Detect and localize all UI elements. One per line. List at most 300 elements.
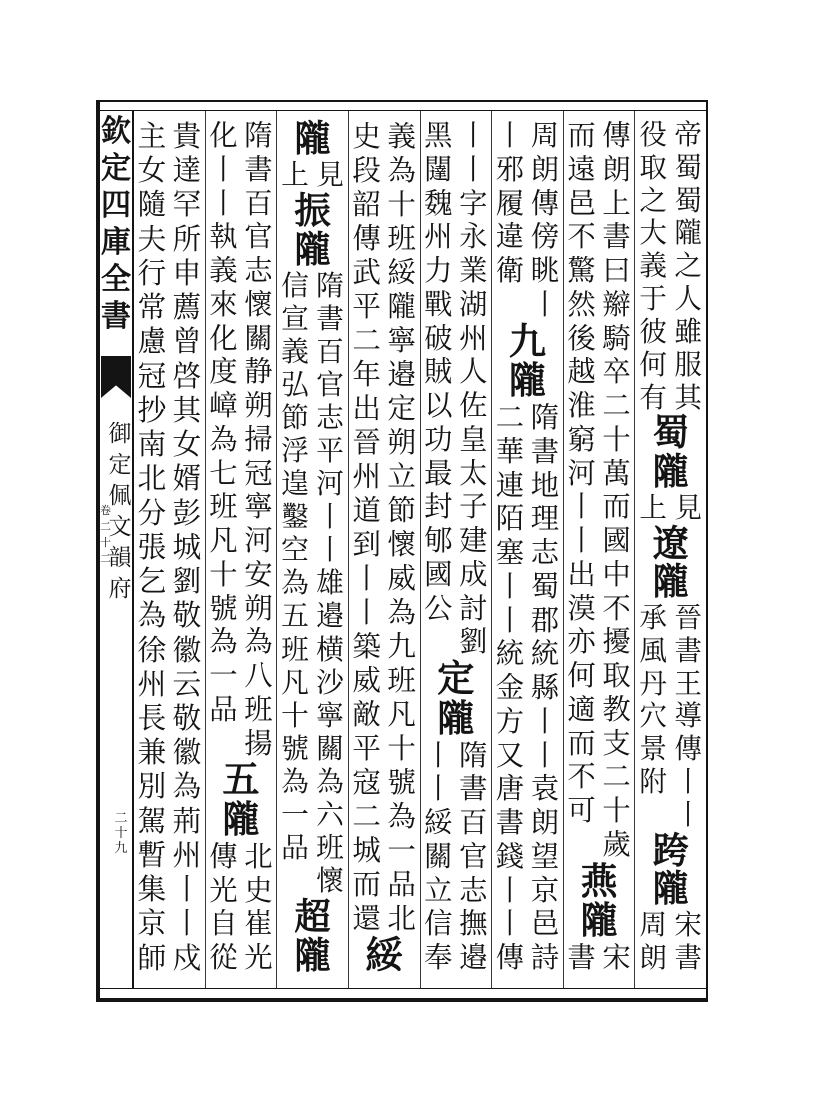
text-column-5 — [348, 111, 420, 988]
glyph: 段 — [352, 153, 381, 187]
glyph: 邉 — [387, 357, 416, 391]
glyph: 韶 — [352, 187, 381, 221]
glyph: 到 — [352, 527, 381, 561]
headword-text — [352, 935, 416, 975]
glyph: 國 — [602, 524, 631, 557]
glyph: 二 — [352, 799, 381, 833]
glyph: 蜀 — [530, 569, 560, 603]
glyph: 黑 — [424, 119, 453, 152]
glyph: 隴 — [674, 217, 702, 250]
glyph: 隴 — [580, 898, 618, 943]
glyph: 為 — [244, 625, 273, 659]
annotation-right-line — [457, 119, 489, 659]
headword-text — [281, 894, 345, 977]
glyph: 戍 — [172, 940, 202, 975]
glyph: 連 — [495, 468, 525, 502]
glyph: 武 — [352, 255, 381, 289]
glyph: 不 — [567, 760, 596, 794]
glyph: 威 — [352, 663, 381, 697]
glyph: 薦 — [172, 290, 202, 325]
glyph: 丨 — [567, 524, 596, 557]
glyph: 曰 — [602, 254, 631, 287]
glyph: 寇 — [352, 765, 381, 799]
text-column-4 — [420, 111, 492, 988]
glyph: 蜀 — [674, 184, 702, 217]
glyph: 金 — [495, 671, 525, 705]
glyph: 光 — [209, 873, 238, 907]
glyph: 敬 — [172, 700, 202, 735]
glyph: 懷 — [387, 527, 416, 561]
glyph: 彼 — [639, 315, 667, 348]
glyph: 大 — [639, 217, 667, 250]
glyph: 四 — [101, 188, 131, 223]
glyph: 築 — [352, 629, 381, 663]
annotation-left-line — [422, 739, 454, 975]
glyph: 一 — [281, 797, 309, 831]
glyph: 詩 — [530, 941, 560, 975]
headword-text — [209, 757, 273, 842]
glyph: 丨 — [530, 704, 560, 738]
glyph: 丨 — [495, 603, 525, 637]
glyph: 空 — [281, 533, 309, 567]
glyph: 隴 — [294, 933, 331, 977]
glyph: 年 — [352, 357, 381, 391]
glyph: 丨 — [172, 872, 202, 907]
text-area — [134, 111, 706, 988]
glyph: 承 — [639, 602, 667, 634]
glyph: 封 — [424, 490, 453, 524]
glyph: 書 — [674, 634, 702, 667]
glyph: 八 — [244, 659, 273, 692]
glyph: 討 — [459, 591, 488, 625]
glyph: 隴 — [294, 117, 331, 160]
glyph: 宋 — [602, 941, 631, 975]
glyph: 隴 — [387, 289, 416, 323]
glyph: 傳 — [209, 839, 238, 873]
glyph: 安 — [244, 557, 273, 591]
glyph: 河 — [244, 524, 273, 557]
glyph: 百 — [316, 335, 344, 369]
text-column-7 — [205, 111, 277, 988]
glyph: 官 — [244, 220, 273, 254]
glyph: 湖 — [459, 287, 488, 321]
glyph: 蜀 — [674, 151, 702, 184]
annotation-right-line — [457, 739, 489, 975]
headword-block — [495, 318, 559, 403]
glyph: 王 — [674, 667, 702, 700]
glyph: 書 — [459, 772, 488, 806]
glyph: 眺 — [530, 254, 560, 287]
glyph: 罕 — [172, 187, 202, 222]
headword-text — [639, 828, 703, 911]
glyph: 暫 — [137, 837, 167, 872]
glyph: 丨 — [674, 766, 702, 799]
glyph: 二 — [100, 552, 111, 565]
glyph: 而 — [602, 490, 631, 524]
glyph: 丨 — [209, 152, 238, 186]
glyph: 十 — [100, 536, 111, 549]
annotation-block — [566, 119, 633, 862]
glyph: 丨 — [352, 595, 381, 629]
glyph: 地 — [530, 468, 560, 502]
headword-text — [424, 656, 488, 740]
glyph: 來 — [209, 287, 238, 321]
glyph: 國 — [424, 557, 453, 591]
glyph: 主 — [137, 119, 167, 153]
glyph: 行 — [137, 255, 167, 290]
glyph: 徽 — [172, 632, 202, 667]
glyph: 曾 — [172, 324, 202, 359]
annotation-right-line — [314, 269, 346, 897]
glyph: 傳 — [674, 733, 702, 766]
headword-block — [209, 757, 273, 842]
glyph: 萬 — [602, 456, 631, 490]
folio-number — [112, 811, 130, 856]
glyph: 志 — [316, 401, 344, 435]
glyph: 振 — [294, 189, 331, 233]
glyph: 奉 — [424, 941, 453, 975]
headword-text — [639, 521, 703, 604]
glyph: 百 — [244, 186, 273, 220]
glyph: 上 — [639, 491, 667, 524]
glyph: 書 — [567, 941, 596, 975]
glyph: 丨 — [530, 287, 560, 321]
annotation-right-line — [672, 909, 704, 975]
glyph: 御 — [108, 421, 132, 447]
annotation-left-line — [351, 119, 383, 935]
glyph: 書 — [244, 152, 273, 186]
glyph: 最 — [424, 456, 453, 490]
glyph: 人 — [674, 283, 702, 316]
glyph: 隴 — [508, 358, 546, 403]
annotation-block — [136, 119, 203, 975]
annotation-right-line — [386, 119, 418, 935]
glyph: 以 — [424, 389, 453, 422]
glyph: 州 — [459, 321, 488, 355]
glyph: 鑿 — [281, 500, 309, 534]
glyph: 朗 — [530, 806, 560, 840]
glyph: 班 — [316, 830, 344, 864]
glyph: 淮 — [567, 389, 596, 422]
glyph: 邑 — [530, 907, 560, 941]
glyph: 河 — [316, 467, 344, 501]
glyph: 蜀 — [652, 411, 689, 455]
glyph: 化 — [209, 119, 238, 152]
glyph: 寧 — [316, 698, 344, 732]
glyph: 志 — [530, 536, 560, 570]
annotation-left-line — [494, 119, 526, 322]
glyph: 申 — [172, 255, 202, 290]
glyph: 欽 — [101, 114, 131, 149]
glyph: 上 — [281, 157, 309, 191]
annotation-right-line — [672, 492, 704, 525]
glyph: 附 — [639, 766, 667, 799]
glyph: 丨 — [530, 738, 560, 772]
glyph: 戰 — [424, 287, 453, 321]
glyph: 何 — [567, 659, 596, 692]
glyph: 丹 — [639, 667, 667, 700]
glyph: 敵 — [352, 697, 381, 731]
annotation-right-line — [242, 119, 274, 760]
headword-block — [424, 656, 488, 740]
glyph: 為 — [281, 764, 309, 798]
glyph: 塞 — [495, 536, 525, 570]
glyph: 中 — [602, 557, 631, 591]
glyph: 錢 — [495, 839, 525, 873]
glyph: 不 — [567, 220, 596, 254]
glyph: 綏 — [365, 933, 403, 977]
glyph: 丨 — [172, 906, 202, 941]
glyph: 教 — [602, 692, 631, 726]
glyph: 卷 — [100, 504, 111, 517]
glyph: 之 — [639, 184, 667, 217]
glyph: 邑 — [567, 186, 596, 220]
glyph: 履 — [495, 186, 525, 220]
annotation-right-line — [314, 158, 346, 191]
glyph: 常 — [137, 290, 167, 325]
glyph: 女 — [137, 153, 167, 188]
glyph: 州 — [352, 459, 381, 493]
glyph: 綏 — [387, 255, 416, 289]
glyph: 劉 — [172, 564, 202, 599]
glyph: 服 — [674, 348, 702, 381]
glyph: 違 — [495, 220, 525, 254]
glyph: 百 — [459, 806, 488, 840]
glyph: 晉 — [674, 602, 702, 634]
annotation-block — [422, 739, 489, 975]
annotation-right-line — [242, 840, 274, 975]
glyph: 官 — [316, 368, 344, 402]
glyph: 十 — [209, 557, 238, 591]
glyph: 慮 — [137, 324, 167, 359]
glyph: 導 — [674, 700, 702, 733]
glyph: 出 — [567, 557, 596, 591]
glyph: 丨 — [495, 907, 525, 941]
glyph: 闥 — [424, 152, 453, 186]
glyph: 平 — [352, 289, 381, 323]
glyph: 之 — [674, 250, 702, 283]
glyph: 丨 — [459, 119, 488, 152]
glyph: 丨 — [424, 772, 453, 806]
glyph: 丨 — [424, 738, 453, 772]
glyph: 定 — [387, 391, 416, 425]
glyph: 二 — [602, 389, 631, 422]
glyph: 長 — [137, 700, 167, 735]
glyph: 六 — [316, 797, 344, 831]
glyph: 雖 — [674, 315, 702, 348]
headword-text — [281, 119, 345, 158]
glyph: 韻 — [108, 545, 132, 571]
glyph: 十 — [602, 422, 631, 456]
glyph: 書 — [316, 302, 344, 336]
annotation-left-line — [637, 119, 669, 414]
glyph: 傳 — [530, 186, 560, 220]
glyph: 周 — [530, 119, 560, 152]
glyph: 隴 — [437, 695, 475, 740]
annotation-block — [566, 941, 633, 975]
glyph: 永 — [459, 220, 488, 254]
glyph: 北 — [387, 901, 416, 935]
glyph: 有 — [639, 381, 667, 414]
glyph: 抄 — [137, 392, 167, 427]
annotation-block — [279, 269, 346, 897]
glyph: 自 — [209, 907, 238, 941]
glyph: 駕 — [137, 803, 167, 838]
glyph: 邪 — [495, 152, 525, 186]
glyph: 十 — [387, 731, 416, 765]
glyph: 一 — [387, 833, 416, 867]
annotation-right-line — [529, 119, 561, 322]
annotation-left-line — [637, 602, 669, 832]
glyph: 越 — [567, 355, 596, 389]
glyph: 二 — [100, 520, 111, 533]
glyph: 五 — [222, 757, 260, 802]
glyph: 為 — [209, 422, 238, 456]
glyph: 為 — [387, 153, 416, 187]
glyph: 九 — [114, 841, 128, 856]
glyph: 不 — [602, 591, 631, 625]
glyph: 郡 — [530, 603, 560, 637]
annotation-right-line — [601, 119, 633, 862]
margin-column — [100, 111, 134, 988]
annotation-block — [494, 119, 561, 322]
glyph: 志 — [459, 873, 488, 907]
glyph: 丨 — [316, 533, 344, 567]
annotation-right-line — [171, 119, 203, 975]
annotation-left-line — [207, 119, 239, 760]
glyph: 二 — [495, 401, 525, 435]
glyph: 朔 — [244, 591, 273, 625]
glyph: 品 — [281, 830, 309, 864]
glyph: 書 — [674, 941, 702, 974]
glyph: 其 — [172, 392, 202, 427]
glyph: 光 — [244, 941, 273, 975]
glyph: 周 — [639, 909, 667, 942]
glyph: 立 — [387, 459, 416, 493]
glyph: 義 — [387, 119, 416, 153]
glyph: 彭 — [172, 495, 202, 530]
glyph: 見 — [674, 491, 702, 524]
glyph: 統 — [530, 637, 560, 671]
glyph: 宣 — [281, 302, 309, 336]
glyph: 方 — [495, 704, 525, 738]
glyph: 建 — [459, 524, 488, 557]
glyph: 超 — [294, 894, 331, 938]
glyph: 威 — [387, 561, 416, 595]
glyph: 平 — [352, 731, 381, 765]
glyph: 七 — [209, 456, 238, 490]
headword-text — [639, 411, 703, 494]
glyph: 二 — [602, 760, 631, 794]
glyph: 十 — [602, 794, 631, 827]
glyph: 關 — [424, 839, 453, 873]
annotation-left-line — [207, 840, 239, 975]
glyph: 朔 — [244, 389, 273, 422]
glyph: 信 — [281, 269, 309, 302]
glyph: 啓 — [172, 358, 202, 393]
glyph: 帝 — [674, 119, 702, 151]
glyph: 道 — [352, 493, 381, 527]
glyph: 統 — [495, 637, 525, 671]
glyph: 九 — [387, 629, 416, 663]
glyph: 又 — [495, 738, 525, 772]
glyph: 北 — [137, 461, 167, 496]
annotation-block — [637, 492, 704, 525]
glyph: 集 — [137, 872, 167, 907]
annotation-block — [207, 119, 274, 760]
headword-block — [352, 935, 416, 975]
glyph: 見 — [316, 157, 344, 191]
glyph: 從 — [209, 941, 238, 975]
annotation-block — [279, 158, 346, 191]
headword-text — [495, 318, 559, 403]
glyph: 還 — [352, 901, 381, 935]
glyph: 凡 — [387, 697, 416, 731]
glyph: 為 — [387, 799, 416, 833]
glyph: 力 — [424, 254, 453, 287]
glyph: 州 — [172, 837, 202, 872]
glyph: 宋 — [674, 909, 702, 942]
glyph: 敬 — [172, 598, 202, 633]
glyph: 關 — [244, 321, 273, 355]
glyph: 隋 — [530, 401, 560, 435]
glyph: 郇 — [424, 524, 453, 557]
glyph: 州 — [424, 220, 453, 254]
glyph: 為 — [281, 566, 309, 600]
glyph: 隨 — [137, 187, 167, 222]
glyph: 横 — [316, 632, 344, 666]
glyph: 取 — [602, 659, 631, 692]
glyph: 破 — [424, 321, 453, 355]
glyph: 佩 — [108, 483, 132, 509]
glyph: 出 — [352, 391, 381, 425]
annotation-left-line — [279, 269, 311, 897]
annotation-left-line — [494, 401, 526, 975]
glyph: 婿 — [172, 461, 202, 496]
glyph: 書 — [530, 434, 560, 468]
glyph: 關 — [316, 731, 344, 765]
glyph: 義 — [639, 250, 667, 283]
glyph: 子 — [459, 490, 488, 524]
glyph: 人 — [459, 355, 488, 389]
glyph: 静 — [244, 355, 273, 389]
headword-block — [567, 858, 631, 943]
glyph: 凡 — [281, 665, 309, 699]
text-column-2 — [563, 111, 635, 988]
glyph: 州 — [137, 666, 167, 701]
glyph: 城 — [352, 833, 381, 867]
glyph: 分 — [137, 495, 167, 530]
glyph: 其 — [674, 381, 702, 414]
glyph: 文 — [108, 514, 132, 540]
glyph: 懷 — [316, 863, 344, 897]
glyph: 二 — [352, 323, 381, 357]
glyph: 為 — [172, 769, 202, 804]
headword-block — [281, 119, 345, 158]
glyph: 荊 — [172, 803, 202, 838]
glyph: 撫 — [459, 907, 488, 941]
glyph: 史 — [352, 119, 381, 153]
glyph: 丨 — [674, 798, 702, 831]
glyph: 袁 — [530, 772, 560, 806]
glyph: 綏 — [424, 806, 453, 840]
glyph: 義 — [209, 254, 238, 287]
glyph: 隴 — [652, 450, 689, 494]
glyph: 隋 — [459, 738, 488, 772]
glyph: 立 — [424, 873, 453, 907]
glyph: 而 — [567, 119, 596, 152]
glyph: 河 — [567, 456, 596, 490]
